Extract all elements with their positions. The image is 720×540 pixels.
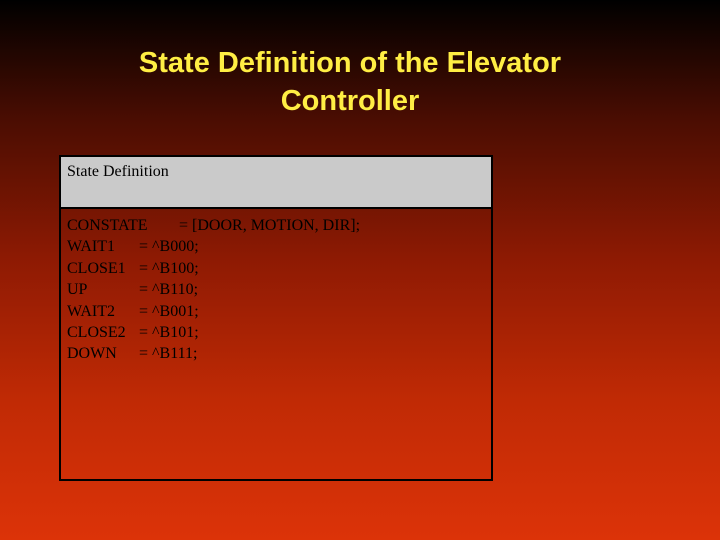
state-name: CLOSE2 — [67, 324, 126, 342]
state-name: WAIT2 — [67, 302, 115, 320]
state-name: CONSTATE — [67, 217, 148, 234]
code-line-constate — [67, 215, 491, 236]
code-line-up — [67, 279, 491, 300]
code-line-wait1 — [67, 236, 491, 257]
state-value: = ^B101; — [139, 324, 199, 342]
table-header: State Definition — [61, 157, 491, 209]
state-value: = ^B111; — [139, 345, 198, 363]
state-name: CLOSE1 — [67, 259, 126, 277]
state-value: = ^B001; — [139, 302, 199, 320]
state-definition-table — [59, 155, 493, 481]
code-line-wait2 — [67, 301, 491, 322]
state-value: = [DOOR, MOTION, DIR]; — [179, 217, 361, 234]
state-value: = ^B100; — [139, 259, 199, 277]
slide-title-line-1: State Definition of the Elevator — [138, 47, 562, 79]
slide-title-line-2: Controller — [280, 85, 420, 117]
state-name: DOWN — [67, 345, 117, 363]
state-name: UP — [67, 281, 88, 299]
code-line-close2 — [67, 322, 491, 343]
code-line-close1 — [67, 258, 491, 279]
slide-title — [0, 44, 700, 120]
code-line-down — [67, 343, 491, 364]
table-body — [61, 209, 491, 365]
state-name: WAIT1 — [67, 238, 115, 256]
state-value: = ^B000; — [139, 238, 199, 256]
state-value: = ^B110; — [139, 281, 199, 299]
